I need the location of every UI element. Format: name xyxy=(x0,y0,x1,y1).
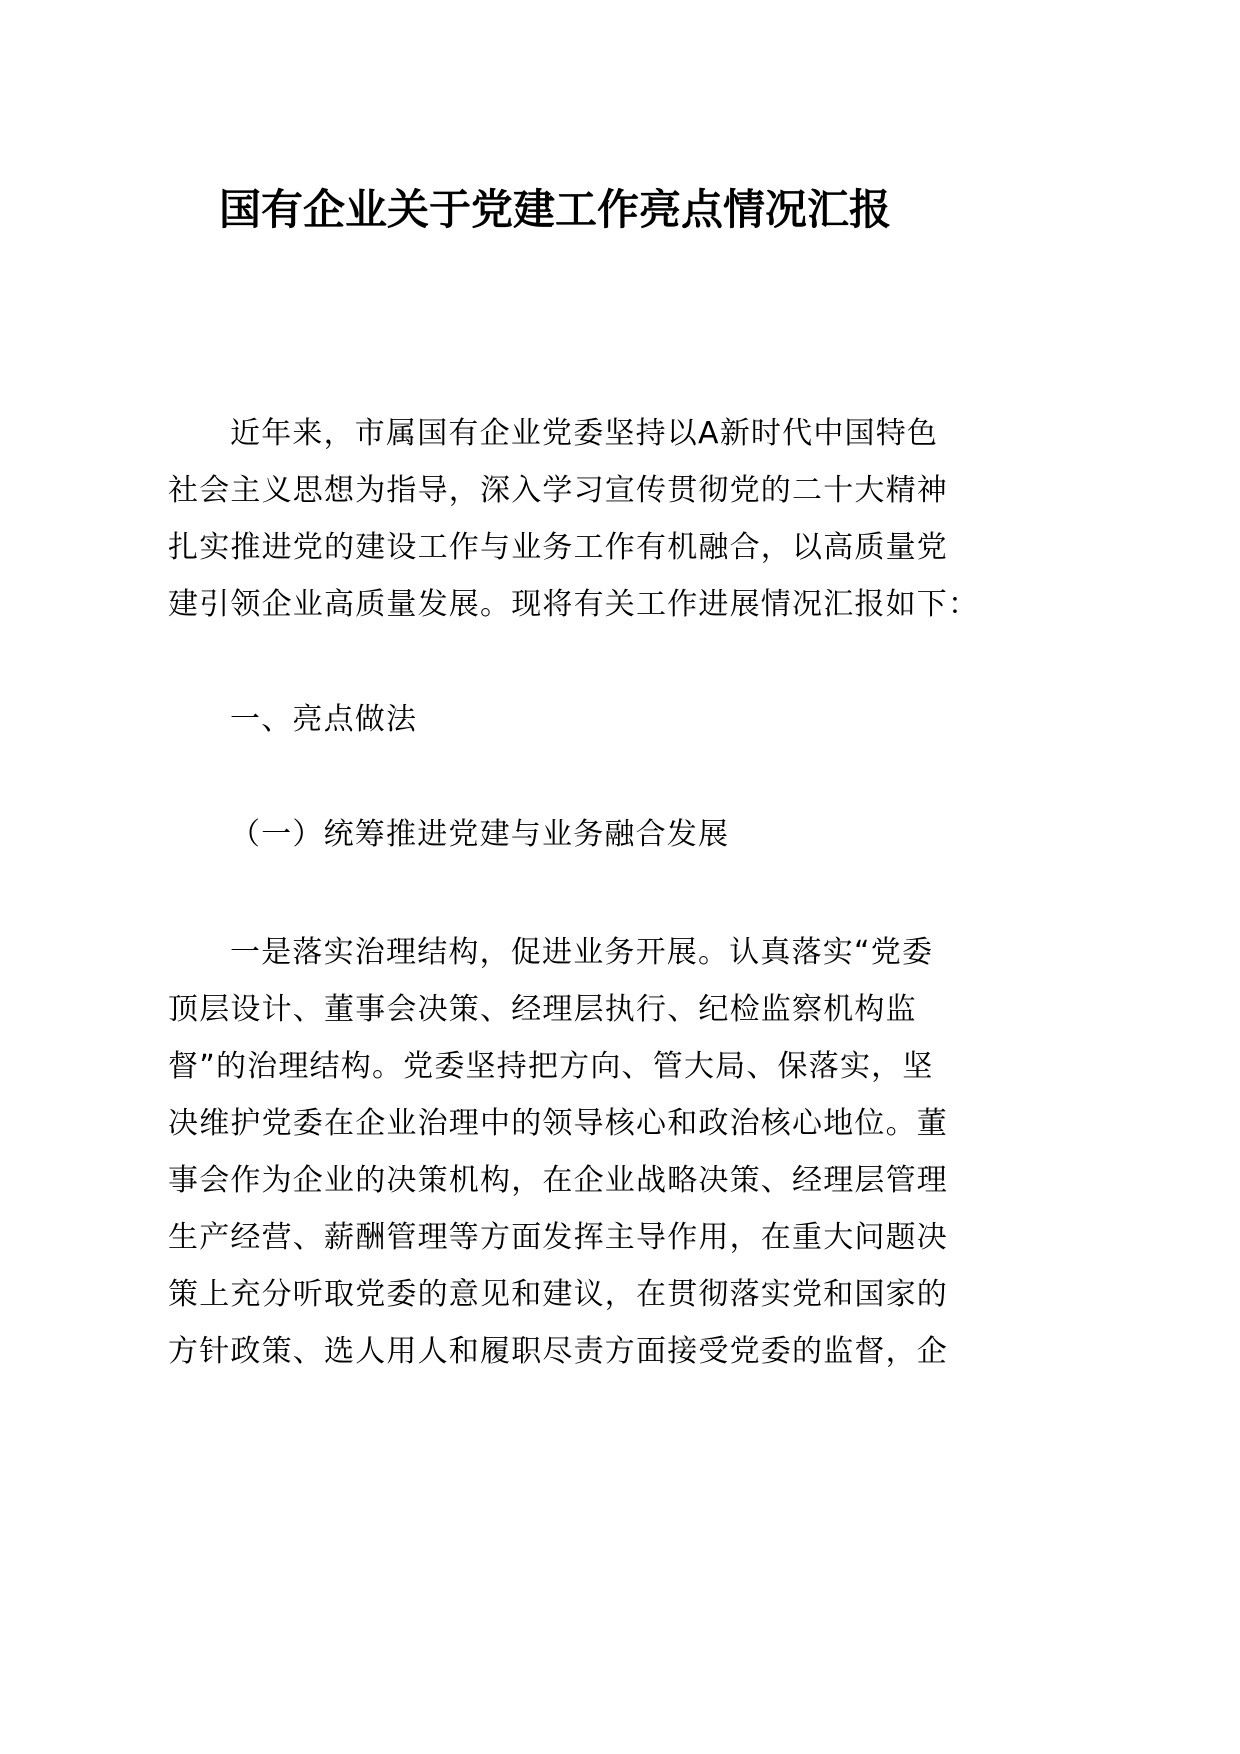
paragraph-line-4: 决维护党委在企业治理中的领导核心和政治核心地位。董 xyxy=(168,1106,948,1141)
intro-line-3: 扎实推进党的建设工作与业务工作有机融合，以高质量党 xyxy=(168,530,948,565)
intro-line-2: 社会主义思想为指导，深入学习宣传贯彻党的二十大精神 xyxy=(168,473,948,508)
paragraph-line-6: 生产经营、薪酬管理等方面发挥主导作用，在重大问题决 xyxy=(168,1220,948,1255)
paragraph-line-8: 方针政策、选人用人和履职尽责方面接受党委的监督，企 xyxy=(168,1334,948,1369)
paragraph-line-5: 事会作为企业的决策机构，在企业战略决策、经理层管理 xyxy=(168,1163,948,1198)
intro-line-1: 近年来，市属国有企业党委坚持以A新时代中国特色 xyxy=(230,416,939,451)
paragraph-line-3: 督”的治理结构。党委坚持把方向、管大局、保落实，坚 xyxy=(168,1049,934,1084)
intro-line-4: 建引领企业高质量发展。现将有关工作进展情况汇报如下： xyxy=(168,587,980,622)
document-title: 国有企业关于党建工作亮点情况汇报 xyxy=(218,185,891,234)
paragraph-line-2: 顶层设计、董事会决策、经理层执行、纪检监察机构监 xyxy=(168,992,917,1027)
section-heading-1: 一、亮点做法 xyxy=(230,702,418,737)
paragraph-line-7: 策上充分听取党委的意见和建议，在贯彻落实党和国家的 xyxy=(168,1277,948,1312)
subsection-heading-1: （一）统筹推进党建与业务融合发展 xyxy=(230,817,730,852)
paragraph-line-1: 一是落实治理结构，促进业务开展。认真落实“党委 xyxy=(230,935,934,970)
